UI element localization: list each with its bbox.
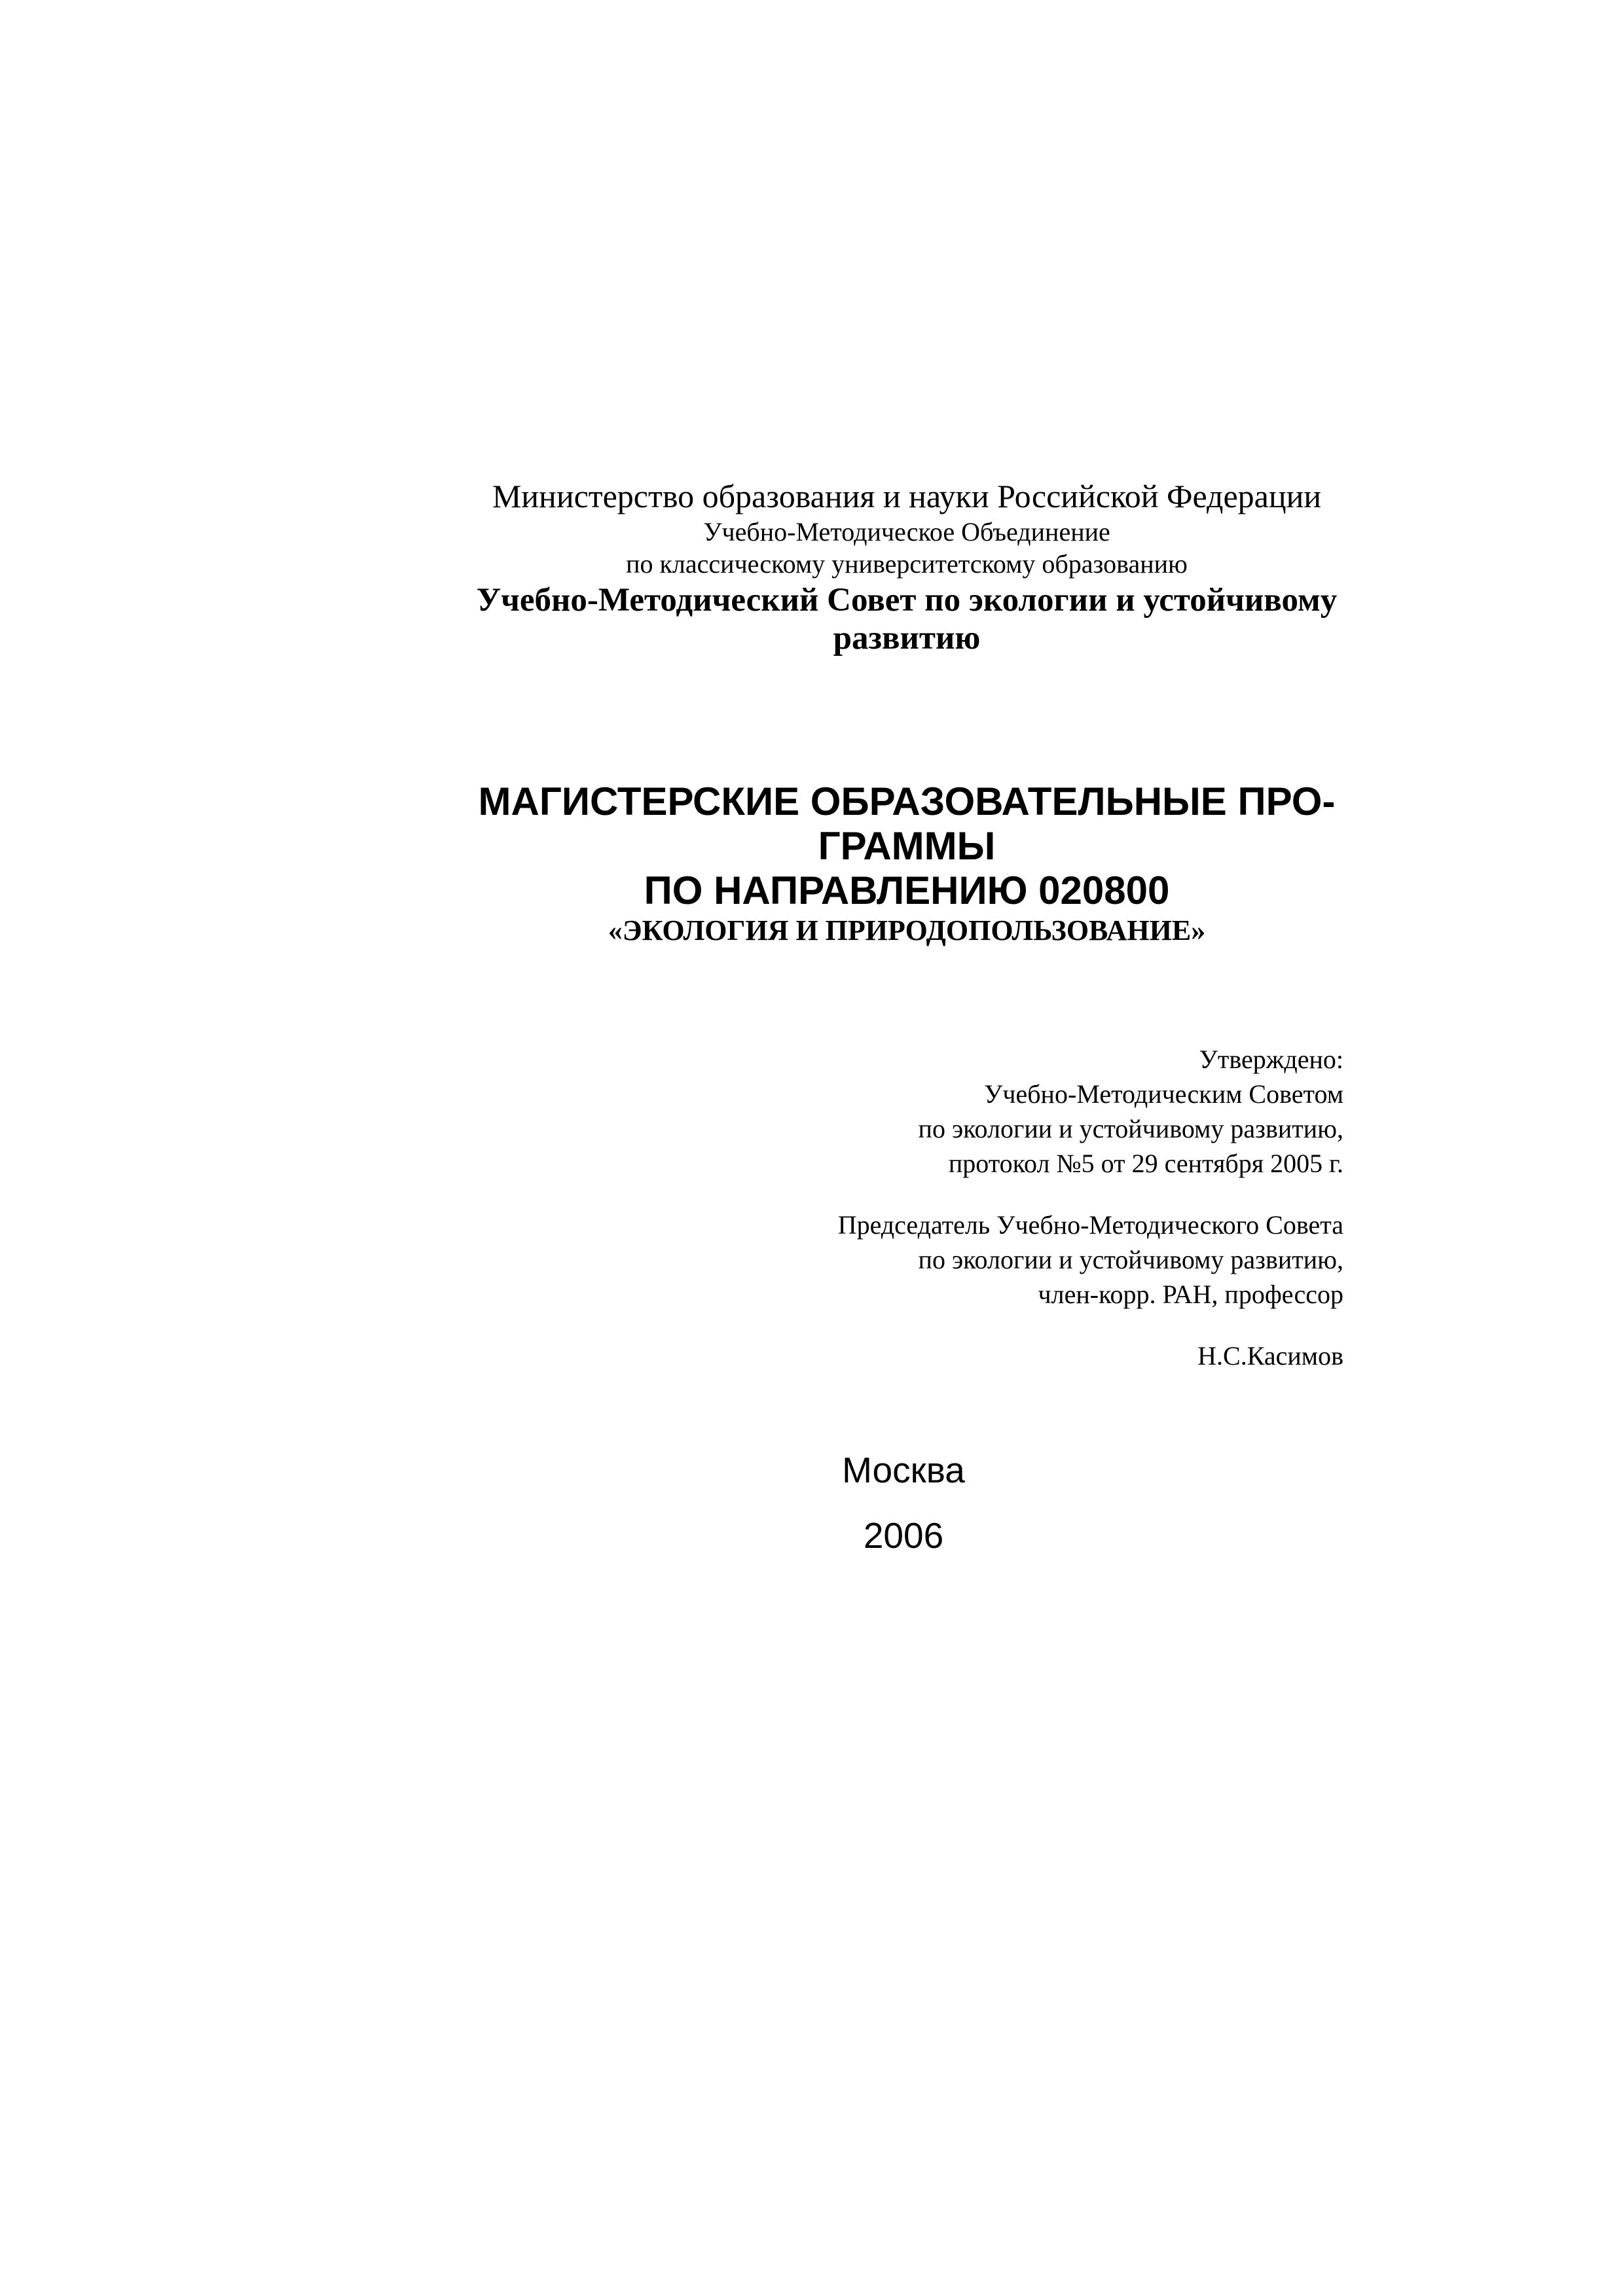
title-subtitle: «ЭКОЛОГИЯ И ПРИРОДОПОЛЬЗОВАНИЕ» (608, 914, 1206, 946)
council-name-line1: Учебно-Методический Совет по экологии и устойчивому (476, 582, 1338, 619)
title-line1: МАГИСТЕРСКИЕ ОБРАЗОВАТЕЛЬНЫЕ ПРО- (478, 780, 1336, 823)
approved-scope: по экологии и устойчивому развитию, (918, 1114, 1343, 1143)
publication-place (773, 1437, 1034, 1568)
chairman-line2: по экологии и устойчивому развитию, (918, 1245, 1343, 1274)
signatory-name: Н.С.Касимов (1197, 1341, 1343, 1371)
publication-year: 2006 (863, 1515, 944, 1556)
approval-block (623, 1042, 1343, 1373)
approved-label: Утверждено: (1199, 1045, 1343, 1074)
title-line2: ГРАММЫ (818, 824, 996, 868)
document-title (432, 780, 1381, 948)
protocol-line: протокол №5 от 29 сентября 2005 г. (948, 1149, 1343, 1178)
association-scope: по классическому университетскому образованию (626, 549, 1188, 579)
title-line3: ПО НАПРАВЛЕНИЮ 020800 (644, 869, 1170, 912)
council-name-line2: развитию (833, 620, 981, 656)
chairman-line3: член-корр. РАН, профессор (1038, 1280, 1343, 1309)
approved-by: Учебно-Методическим Советом (984, 1079, 1343, 1109)
chairman-line1: Председатель Учебно-Методического Совета (837, 1210, 1343, 1240)
association-name: Учебно-Методическое Объединение (703, 517, 1110, 547)
ministry-name: Министерство образования и науки Российской Федерации (492, 478, 1322, 514)
city-name: Москва (842, 1450, 965, 1490)
header-block (432, 476, 1381, 657)
